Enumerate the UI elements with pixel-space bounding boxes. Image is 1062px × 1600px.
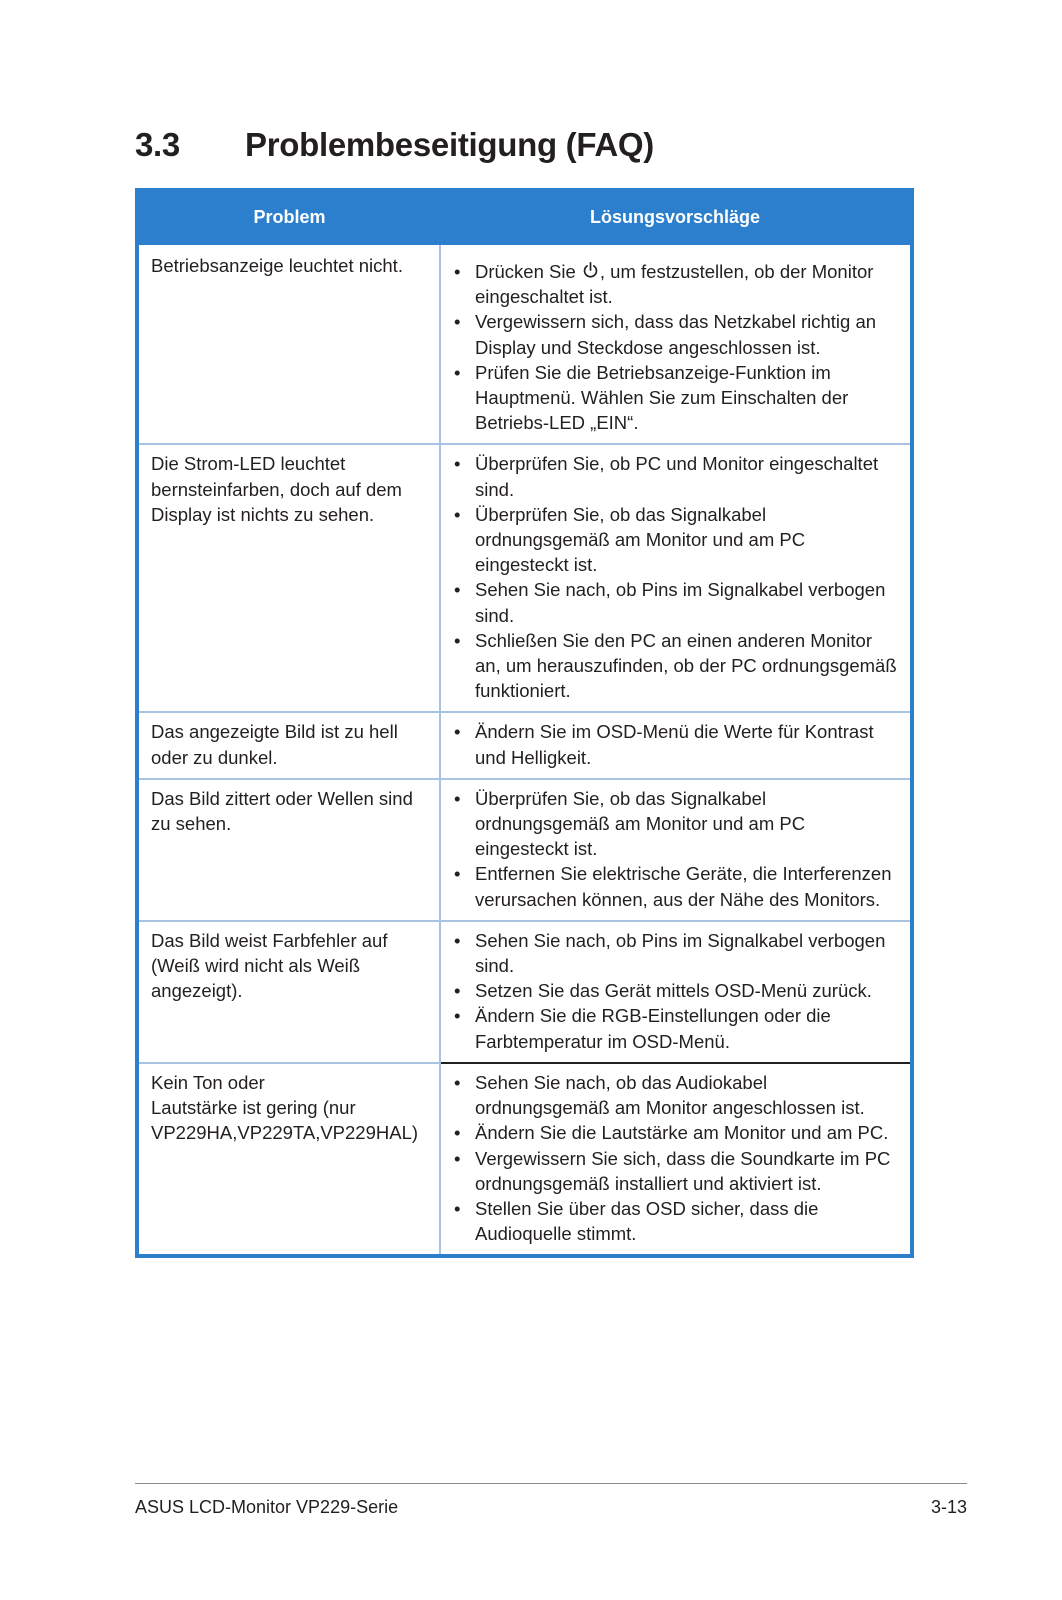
page-number: 3-13: [930, 1497, 967, 1517]
footer-divider: [135, 1483, 967, 1484]
table-row: [139, 444, 910, 712]
problem-cell: Das Bild zittert oder Wellen sind zu sehen.: [139, 779, 440, 921]
section-number: 3.3: [135, 126, 180, 163]
power-icon: [582, 262, 599, 279]
solution-item: • Vergewissern sich, dass das Netzkabel richtig an Display und Steckdose angeschlossen ist.: [453, 309, 902, 359]
table-row: [139, 244, 910, 445]
problem-cell: Das angezeigte Bild ist zu hell oder zu dunkel.: [139, 712, 440, 778]
solution-list: [453, 451, 902, 703]
solution-item: • Prüfen Sie die Betriebsanzeige-Funktion im Hauptmenü. Wählen Sie zum Einschalten der Betriebs-LED „EIN“.: [453, 360, 902, 436]
solution-item: • Überprüfen Sie, ob das Signalkabel ordnungsgemäß am Monitor und am PC eingesteckt ist.: [453, 502, 902, 578]
table-row: [139, 921, 910, 1063]
problem-line: Kein Ton oder: [151, 1071, 265, 1093]
solution-item: • Schließen Sie den PC an einen anderen Monitor an, um herauszufinden, ob der PC ordnungsgemäß funktioniert.: [453, 628, 902, 704]
solution-item: • Überprüfen Sie, ob das Signalkabel ordnungsgemäß am Monitor und am PC eingesteckt ist.: [453, 786, 902, 862]
solution-list: [453, 786, 902, 912]
solution-list: [453, 259, 902, 435]
solution-list: [453, 719, 902, 769]
problem-cell: [139, 1063, 440, 1254]
table-row: [139, 712, 910, 778]
table-header-row: [139, 192, 910, 244]
solution-item: • Ändern Sie die Lautstärke am Monitor und am PC.: [453, 1120, 902, 1145]
footer-title: ASUS LCD-Monitor VP229-Serie: [135, 1497, 399, 1517]
solution-item: • Ändern Sie die RGB-Einstellungen oder die Farbtemperatur im OSD-Menü.: [453, 1003, 902, 1053]
solution-item: • Ändern Sie im OSD-Menü die Werte für Kontrast und Helligkeit.: [453, 719, 902, 769]
solution-item: • Sehen Sie nach, ob Pins im Signalkabel verbogen sind.: [453, 928, 902, 978]
solution-list: [453, 1070, 902, 1246]
solution-item: • Setzen Sie das Gerät mittels OSD-Menü zurück.: [453, 978, 902, 1003]
section-heading: [135, 126, 654, 164]
solution-item: [453, 259, 902, 309]
solution-text: , um festzustellen, ob der Monitor eingeschaltet ist.: [475, 261, 874, 308]
solutions-cell: [440, 921, 910, 1063]
table-row: [139, 779, 910, 921]
solution-item: • Entfernen Sie elektrische Geräte, die Interferenzen verursachen können, aus der Nähe des Monitors.: [453, 861, 902, 911]
solution-item: • Überprüfen Sie, ob PC und Monitor eingeschaltet sind.: [453, 451, 902, 501]
header-solutions: Lösungsvorschläge: [440, 192, 910, 244]
solutions-cell: [440, 244, 910, 445]
solutions-cell: [440, 444, 910, 712]
solutions-cell: [440, 712, 910, 778]
faq-table: [135, 188, 914, 1258]
problem-cell: Die Strom-LED leuchtet bernsteinfarben, doch auf dem Display ist nichts zu sehen.: [139, 444, 440, 712]
header-problem: Problem: [139, 192, 440, 244]
solution-item: • Sehen Sie nach, ob Pins im Signalkabel verbogen sind.: [453, 577, 902, 627]
section-title: Problembeseitigung (FAQ): [245, 126, 654, 163]
solution-text: Drücken Sie: [475, 261, 581, 282]
problem-line: Lautstärke ist gering (nur VP229HA,VP229TA,VP229HAL): [151, 1097, 419, 1144]
solution-item: • Stellen Sie über das OSD sicher, dass die Audioquelle stimmt.: [453, 1196, 902, 1246]
problem-cell: Betriebsanzeige leuchtet nicht.: [139, 244, 440, 445]
problem-cell: Das Bild weist Farbfehler auf (Weiß wird nicht als Weiß angezeigt).: [139, 921, 440, 1063]
table-row: [139, 1063, 910, 1254]
solutions-cell: [440, 779, 910, 921]
solution-item: • Vergewissern Sie sich, dass die Soundkarte im PC ordnungsgemäß installiert und aktiviert ist.: [453, 1146, 902, 1196]
solution-list: [453, 928, 902, 1054]
solution-item: • Sehen Sie nach, ob das Audiokabel ordnungsgemäß am Monitor angeschlossen ist.: [453, 1070, 902, 1120]
solutions-cell: [440, 1063, 910, 1254]
